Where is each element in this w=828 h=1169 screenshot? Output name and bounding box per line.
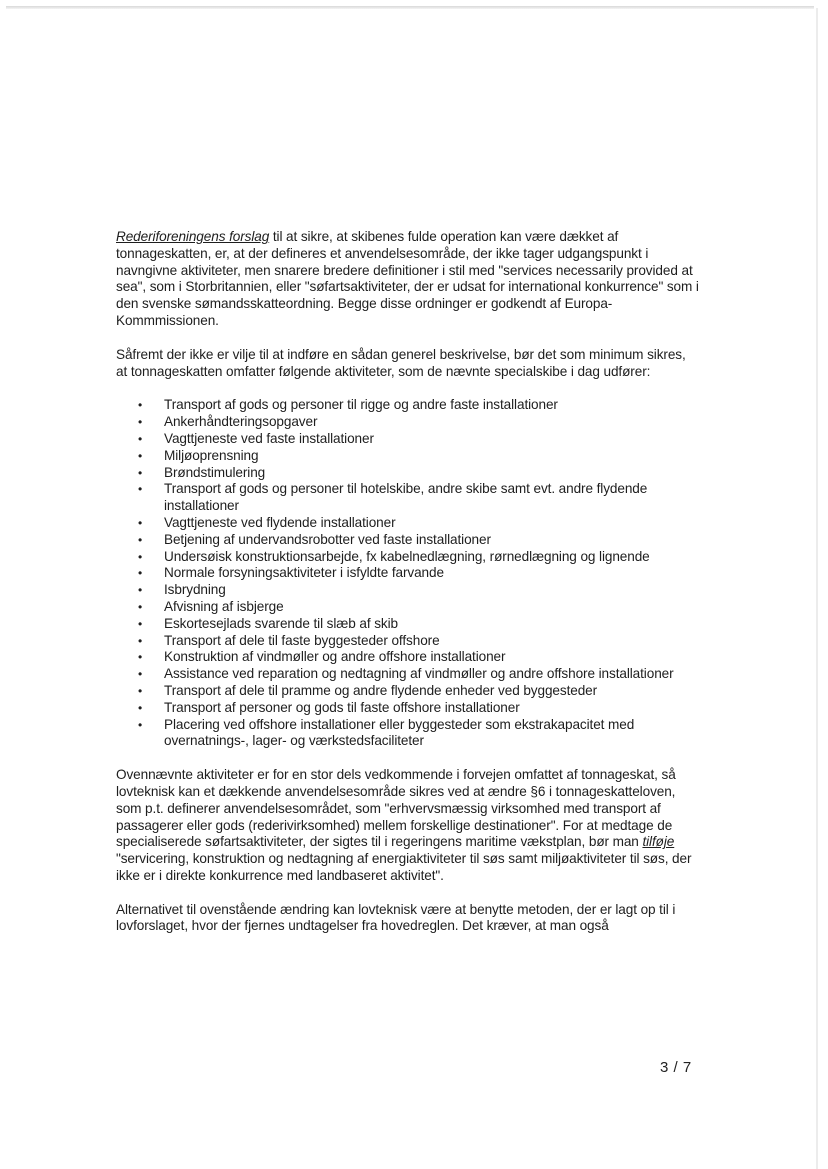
bullet-icon: • [138, 515, 143, 530]
activity-text: Afvisning af isbjerge [164, 598, 284, 614]
paragraph-law-change-text-2: "servicering, konstruktion og nedtagning af energiaktiviteter til søs samt miljøaktiviteter til søs, der ikke er i direkte konkurrence med landbaseret aktivitet". [116, 851, 692, 883]
activity-list-item [116, 666, 700, 683]
activity-list-item [116, 397, 700, 414]
activity-text: Normale forsyningsaktiviteter i isfyldte farvande [164, 565, 444, 581]
activity-text: Ankerhåndteringsopgaver [164, 414, 318, 430]
activity-text: Transport af personer og gods til faste offshore installationer [164, 699, 520, 715]
activity-list-item [116, 700, 700, 717]
page-number: 3 / 7 [660, 1059, 692, 1076]
activity-list-item [116, 683, 700, 700]
paragraph-law-change-text-1: Ovennævnte aktiviteter er for en stor dels vedkommende i forvejen omfattet af tonnageskat, så lovteknisk kan et dækkende anvendelsesområde sikres ved at ændre §6 i tonnageskatteloven, som p.t. definerer anvendelsesområdet, som "erhvervsmæssig virksomhed med transport af passagerer eller gods (rederivirksomhed) mellem forskellige destinationer". For at medtage de specialiserede søfartsaktiviteter, der sigtes til i regeringens maritime vækstplan, bør man [116, 767, 676, 850]
activity-list-item [116, 414, 700, 431]
activity-text: Placering ved offshore installationer eller byggesteder som ekstrakapacitet med overnatnings-, lager- og værkstedsfaciliteter [164, 716, 635, 749]
paragraph-proposal [116, 229, 700, 330]
activity-text: Vagttjeneste ved faste installationer [164, 430, 374, 446]
activity-text: Assistance ved reparation og nedtagning af vindmøller og andre offshore installationer [164, 666, 674, 682]
activity-text: Miljøoprensning [164, 447, 259, 463]
paragraph-alternative: Alternativet til ovenstående ændring kan lovteknisk være at benytte metoden, der er lagt op til i lovforslaget, hvor der fjernes undtagelser fra hovedreglen. Det kræver, at man også [116, 901, 676, 934]
activity-list-item [116, 549, 700, 566]
activity-text: Eskortesejlads svarende til slæb af skib [164, 615, 398, 631]
scan-edge-top [6, 6, 814, 9]
scan-edge-right [816, 8, 818, 1169]
emphasis-add: tilføje [642, 834, 675, 850]
bullet-icon: • [138, 532, 143, 547]
activity-text: Transport af gods og personer til rigge og andre faste installationer [164, 397, 558, 413]
document-body [116, 229, 700, 935]
activity-list-item [116, 465, 700, 482]
activity-list-item [116, 717, 700, 751]
bullet-icon: • [138, 650, 143, 665]
activity-list-item [116, 599, 700, 616]
activity-text: Transport af dele til faste byggesteder offshore [164, 632, 440, 648]
activity-list [116, 397, 700, 750]
activity-list-item [116, 532, 700, 549]
activity-list-item [116, 633, 700, 650]
bullet-icon: • [138, 667, 143, 682]
bullet-icon: • [138, 633, 143, 648]
activity-text: Transport af gods og personer til hotelskibe, andre skibe samt evt. andre flydende installationer [164, 481, 648, 514]
bullet-icon: • [138, 583, 143, 598]
activity-list-item [116, 481, 700, 515]
bullet-icon: • [138, 549, 143, 564]
bullet-icon: • [138, 431, 143, 446]
bullet-icon: • [138, 599, 143, 614]
activity-text: Betjening af undervandsrobotter ved faste installationer [164, 531, 491, 547]
bullet-icon: • [138, 482, 143, 497]
activity-list-item [116, 582, 700, 599]
activity-list-item [116, 431, 700, 448]
activity-list-item [116, 616, 700, 633]
activity-list-item [116, 448, 700, 465]
bullet-icon: • [138, 415, 143, 430]
bullet-icon: • [138, 700, 143, 715]
activity-text: Isbrydning [164, 582, 226, 598]
activity-text: Brøndstimulering [164, 464, 266, 480]
paragraph-proposal-text: til at sikre, at skibenes fulde operation kan være dækket af tonnageskatten, er, at der defineres et anvendelsesområde, der ikke tager udgangspunkt i navngivne aktiviteter, men snarere bredere definitioner i stil med "services necessarily provided at sea", som i Storbritannien, eller "søfartsaktiviteter, der er udsat for international konkurrence" som i den svenske sømandsskatteordning. Begge disse ordninger er godkendt af Europa-Kommmissionen. [116, 229, 699, 328]
activity-text: Undersøisk konstruktionsarbejde, fx kabelnedlægning, rørnedlægning og lignende [164, 548, 650, 564]
bullet-icon: • [138, 683, 143, 698]
bullet-icon: • [138, 398, 143, 413]
activity-list-item [116, 649, 700, 666]
activity-text: Vagttjeneste ved flydende installationer [164, 514, 396, 530]
bullet-icon: • [138, 566, 143, 581]
bullet-icon: • [138, 616, 143, 631]
paragraph-law-change [116, 767, 700, 885]
proposal-reference: Rederiforeningens forslag [116, 229, 270, 244]
activity-text: Konstruktion af vindmøller og andre offshore installationer [164, 649, 506, 665]
activity-list-item [116, 565, 700, 582]
bullet-icon: • [138, 717, 143, 732]
paragraph-minimum: Såfremt der ikke er vilje til at indføre en sådan generel beskrivelse, bør det som minimum sikres, at tonnageskatten omfatter følgende aktiviteter, som de nævnte specialskibe i dag udfører: [116, 346, 686, 379]
bullet-icon: • [138, 448, 143, 463]
bullet-icon: • [138, 465, 143, 480]
activity-text: Transport af dele til pramme og andre flydende enheder ved byggesteder [164, 682, 598, 698]
activity-list-item [116, 515, 700, 532]
